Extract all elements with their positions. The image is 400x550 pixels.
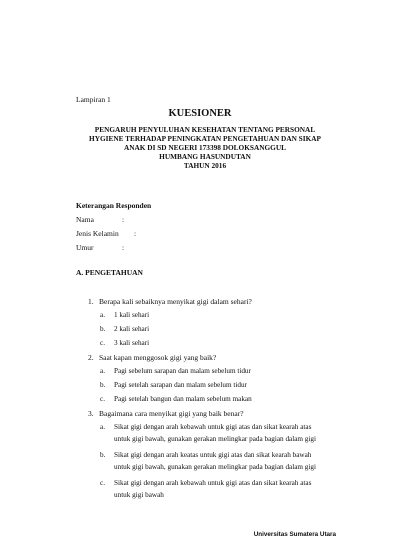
field-jenis-kelamin: [76, 229, 137, 238]
option-text: Sikat gigi dengan arah keatas untuk gigi atas dan sikat kearah bawah: [114, 451, 312, 459]
option-text: untuk gigi bawah: [114, 491, 164, 499]
respondent-heading: Keterangan Responden: [76, 201, 152, 210]
option-text: 1 kali sehari: [114, 311, 150, 319]
field-nama: [76, 215, 125, 224]
field-label: Umur: [76, 243, 94, 252]
document-subtitle: [60, 125, 350, 170]
question-number: 1.: [88, 297, 94, 306]
option-text: Sikat gigi dengan arah kebawah untuk gigi atas dan sikat kearah atas: [114, 423, 312, 431]
field-label: Jenis Kelamin: [76, 229, 119, 238]
option-text: Sikat gigi dengan arah kebawah untuk gigi atas dan sikat kearah atas: [114, 479, 312, 487]
question-text: Saat kapan menggosok gigi yang baik?: [99, 353, 217, 362]
subtitle-line: HUMBANG HASUNDUTAN: [159, 152, 251, 161]
question-number: 3.: [88, 409, 94, 418]
section-a-heading: A. PENGETAHUAN: [76, 268, 143, 277]
field-colon: :: [122, 215, 125, 224]
option-text: Pagi sebelum sarapan dan malam sebelum tidur: [114, 367, 251, 375]
subtitle-line: TAHUN 2016: [183, 161, 227, 170]
document-title: KUESIONER: [168, 108, 232, 119]
option-letter: a.: [100, 367, 105, 375]
question-text: Berapa kali sebaiknya menyikat gigi dalam sehari?: [99, 297, 252, 306]
field-colon: :: [122, 243, 125, 252]
option-text: 3 kali sehari: [114, 339, 150, 347]
option-text: untuk gigi bawah, gunakan gerakan melingkar pada bagian dalam gigi: [114, 435, 316, 443]
field-label: Nama: [76, 215, 94, 224]
option-letter: a.: [100, 423, 105, 431]
subtitle-line: ANAK DI SD NEGERI 173398 DOLOKSANGGUL: [124, 143, 286, 152]
option-letter: b.: [100, 381, 106, 389]
field-colon: :: [134, 229, 137, 238]
subtitle-line: PENGARUH PENYULUHAN KESEHATAN TENTANG PERSONAL: [94, 125, 316, 134]
option-letter: c.: [100, 395, 105, 403]
lampiran-label: Lampiran 1: [76, 95, 111, 104]
footer-university: Universitas Sumatera Utara: [253, 531, 336, 538]
option-letter: c.: [100, 479, 105, 487]
option-text: 2 kali sehari: [114, 325, 150, 333]
question-number: 2.: [88, 353, 94, 362]
option-letter: b.: [100, 325, 106, 333]
field-umur: [76, 243, 125, 252]
question-text: Bagaimana cara menyikat gigi yang baik benar?: [99, 409, 244, 418]
option-text: Pagi setelah bangun dan malam sebelum makan: [114, 395, 252, 403]
subtitle-line: HYGIENE TERHADAP PENINGKATAN PENGETAHUAN DAN SIKAP: [89, 134, 321, 143]
option-text: untuk gigi bawah, gunakan gerakan melingkar pada bagian dalam gigi: [114, 463, 316, 471]
option-letter: c.: [100, 339, 105, 347]
option-letter: b.: [100, 451, 106, 459]
option-letter: a.: [100, 311, 105, 319]
option-text: Pagi setelah sarapan dan malam sebelum tidur: [114, 381, 247, 389]
